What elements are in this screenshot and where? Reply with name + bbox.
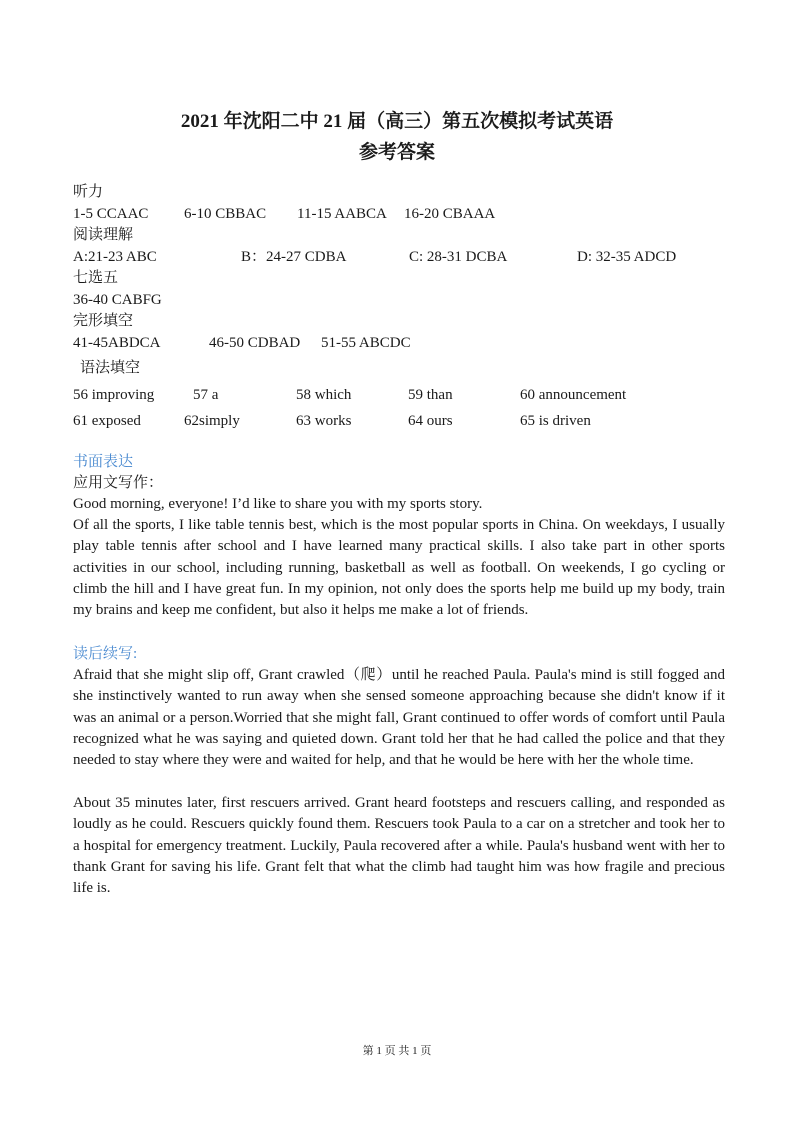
continuation-paragraph-2: About 35 minutes later, first rescuers arrived. Grant heard footsteps and rescuers calling, and responded as loudly as he could. Rescuers quickly found them. Rescuers took Paula to a car on a stretcher and took her to a hospital for emergency treatment. Luckily, Paula recovered after a while. Paula's husband went with her to thank Grant for saving his life. Grant felt that what the climb had taught him was how fragile and precious life is. [73, 795, 725, 897]
cloze-answer-1: 41-45ABDCA [73, 335, 161, 351]
grammar-answer-62: 62simply [184, 413, 240, 429]
reading-answer-c: C: 28-31 DCBA [409, 249, 508, 265]
grammar-answer-60: 60 announcement [520, 387, 627, 403]
page-footer: 第 1 页 共 1 页 [362, 1045, 432, 1057]
grammar-heading: 语法填空 [80, 360, 141, 376]
listening-answer-2: 6-10 CBBAC [184, 206, 267, 222]
reading-heading: 阅读理解 [73, 227, 134, 243]
reading-answer-d: D: 32-35 ADCD [577, 249, 677, 265]
reading-answer-a: A:21-23 ABC [73, 249, 157, 265]
continuation-paragraph-1: Afraid that she might slip off, Grant crawled（爬）until he reached Paula. Paula's mind is still fogged and she instinctively wanted to run away when she sensed someone approaching because she didn't know if it was an animal or a person.Worried that she might fall, Grant continued to offer words of comfort until Paula recognized what he was saying and quieted down. Grant told her that he had called the police and that they needed to stay where they were and waited for help, and that he would be here with her the whole time. [73, 667, 725, 769]
writing-sub-heading: 应用文写作： [73, 475, 164, 491]
reading-answer-b: B：24-27 CDBA [241, 249, 347, 265]
grammar-answer-65: 65 is driven [520, 413, 591, 429]
grammar-answer-63: 63 works [296, 413, 352, 429]
grammar-answer-59: 59 than [408, 387, 453, 403]
writing-body: Of all the sports, I like table tennis best, which is the most popular sports in China. On weekdays, I usually play table tennis after school and I have learned many practical skills. I also take part in other sports activities in our school, including running, basketball as well as football. On weekends, I go cycling or climb the hill and I have great fun. In my opinion, not only does the sports help me build up my body, train my brains and keep me confident, but also it helps me make a lot of friends. [73, 517, 725, 619]
grammar-answer-58: 58 which [296, 387, 352, 403]
listening-heading: 听力 [73, 184, 104, 200]
listening-answer-4: 16-20 CBAAA [404, 206, 496, 222]
page-title: 2021 年沈阳二中 21 届（高三）第五次模拟考试英语 [180, 111, 614, 132]
grammar-answer-56: 56 improving [73, 387, 155, 403]
grammar-answer-64: 64 ours [408, 413, 453, 429]
listening-answer-1: 1-5 CCAAC [73, 206, 149, 222]
cloze-answer-2: 46-50 CDBAD [209, 335, 301, 351]
listening-answer-3: 11-15 AABCA [297, 206, 387, 222]
cloze-answer-3: 51-55 ABCDC [321, 335, 411, 351]
page-subtitle: 参考答案 [358, 142, 435, 163]
grammar-answer-61: 61 exposed [73, 413, 141, 429]
cloze-heading: 完形填空 [73, 313, 134, 329]
seven-five-heading: 七选五 [73, 270, 119, 286]
continuation-heading: 读后续写: [73, 646, 138, 662]
writing-greeting: Good morning, everyone! I’d like to share you with my sports story. [73, 496, 483, 512]
seven-five-answer: 36-40 CABFG [73, 292, 162, 308]
writing-heading: 书面表达 [73, 454, 134, 470]
grammar-answer-57: 57 a [193, 387, 219, 403]
